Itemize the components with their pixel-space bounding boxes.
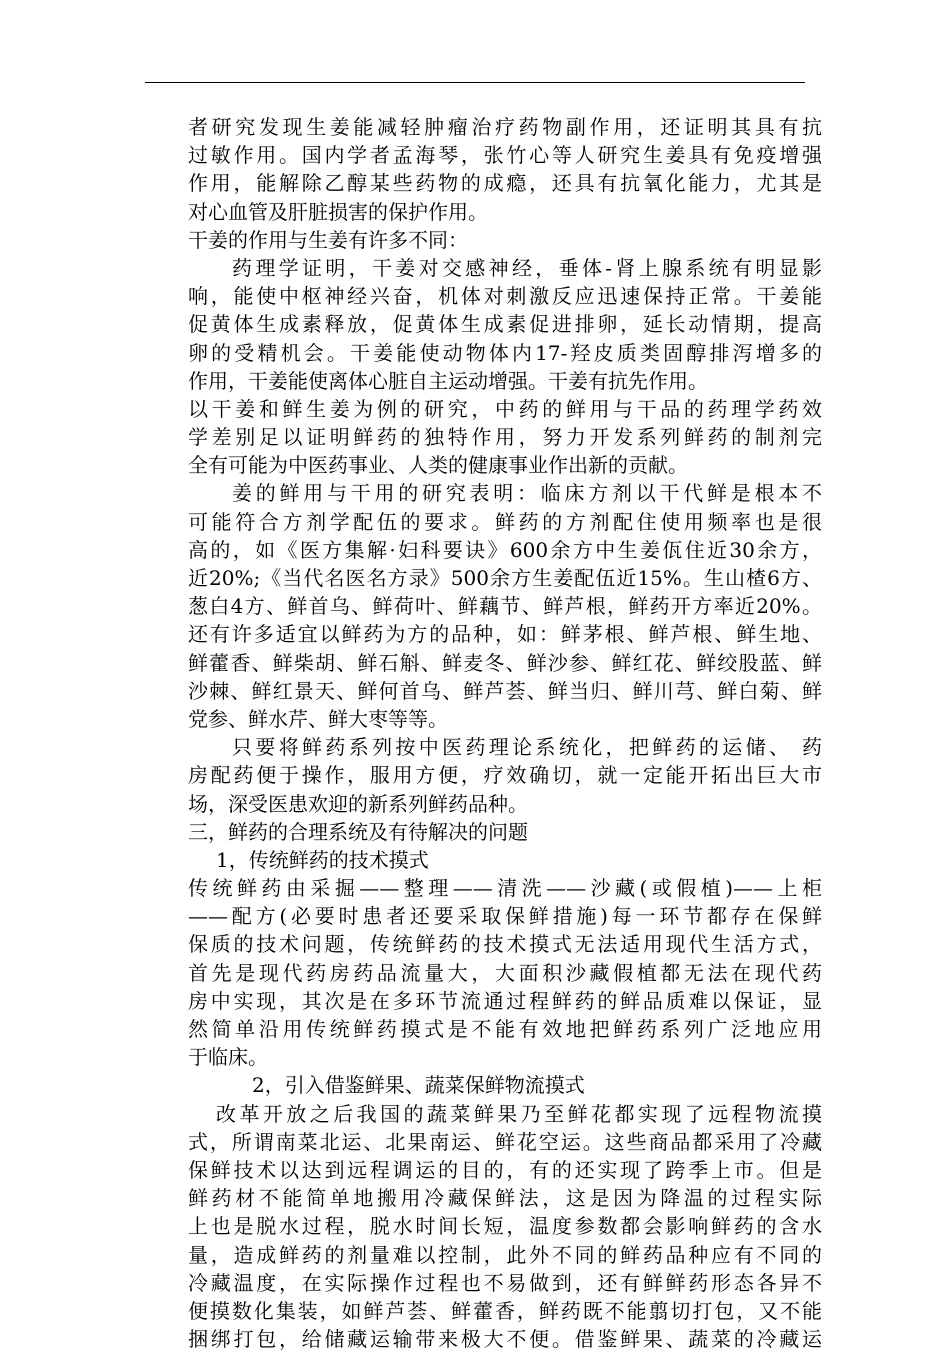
text-line: 全有可能为中医药事业、人类的健康事业作出新的贡献。 (188, 453, 688, 478)
text-line: 式，所谓南菜北运、北果南运、鲜花空运。这些商品都采用了冷藏 (188, 1129, 822, 1154)
text-line: 改革开放之后我国的蔬菜鲜果乃至鲜花都实现了远程物流摸 (216, 1101, 822, 1126)
text-line: 上也是脱水过程，脱水时间长短，温度参数都会影响鲜药的含水 (188, 1214, 822, 1239)
text-line: 鲜药材不能简单地搬用冷藏保鲜法，这是因为降温的过程实际 (188, 1186, 822, 1211)
paragraph (188, 395, 822, 480)
text-line: 者研究发现生姜能减轻肿瘤治疗药物副作用，还证明其具有抗 (188, 115, 822, 139)
subsection-heading (188, 1071, 822, 1099)
text-line: 还有许多适宜以鲜药为方的品种，如：鲜茅根、鲜芦根、鲜生地、 (188, 622, 822, 647)
text-line: 捆绑打包，给储藏运输带来极大不便。借鉴鲜果、蔬菜的冷藏运 (188, 1327, 822, 1352)
text-line: 葱白4方、鲜首乌、鲜荷叶、鲜藕节、鲜芦根，鲜药开方率近20%。 (188, 594, 822, 619)
paragraph (188, 1100, 822, 1353)
document-body (188, 113, 822, 1353)
text-line: 场，深受医患欢迎的新系列鲜药品种。 (188, 791, 528, 816)
paragraph (188, 733, 822, 818)
text-line: 2，引入借鉴鲜果、蔬菜保鲜物流摸式 (252, 1073, 585, 1098)
text-line: 房中实现，其次是在多环节流通过程鲜药的鲜品质难以保证，显 (188, 988, 822, 1013)
text-line: 房配药便于操作，服用方便，疗效确切，就一定能开拓出巨大市 (188, 763, 822, 788)
text-line: 冷藏温度，在实际操作过程也不易做到，还有鲜鲜药形态各异不 (188, 1270, 822, 1295)
header-rule (145, 82, 805, 83)
paragraph (188, 479, 822, 733)
subsection-heading (188, 846, 822, 874)
text-line: 只要将鲜药系列按中医药理论系统化，把鲜药的运储、 药 (232, 735, 822, 760)
text-line: 近20%;《当代名医名方录》500余方生姜配伍近15%。生山楂6方、 (188, 566, 822, 590)
text-line: 三，鲜药的合理系统及有待解决的问题 (188, 819, 528, 844)
text-line: 传统鲜药由采掘——整理——清洗——沙藏(或假植)——上柜 (188, 876, 822, 901)
text-line: 保鲜技术以达到远程调运的目的，有的还实现了跨季上市。但是 (188, 1157, 822, 1182)
text-line: 可能符合方剂学配伍的要求。鲜药的方剂配住使用频率也是很 (188, 509, 822, 534)
paragraph (188, 254, 822, 395)
text-line: 促黄体生成素释放，促黄体生成素促进排卵，延长动情期，提高 (188, 312, 822, 337)
text-line: 学差别足以证明鲜药的独特作用，努力开发系列鲜药的制剂完 (188, 425, 822, 450)
text-line: 便摸数化集装，如鲜芦荟、鲜藿香，鲜药既不能翦切打包，又不能 (188, 1298, 822, 1323)
text-line: 党参、鲜水芹、鲜大枣等等。 (188, 706, 448, 731)
text-line: 以干姜和鲜生姜为例的研究，中药的鲜用与干品的药理学药效 (188, 396, 822, 421)
text-line: 于临床。 (188, 1045, 268, 1070)
text-line: 鲜藿香、鲜柴胡、鲜石斛、鲜麦冬、鲜沙参、鲜红花、鲜绞股蓝、鲜 (188, 650, 822, 675)
text-line: 过敏作用。国内学者孟海琴，张竹心等人研究生姜具有免疫增强 (188, 143, 822, 168)
text-line: 对心血管及肝脏损害的保护作用。 (188, 199, 488, 224)
section-heading (188, 818, 822, 846)
text-line: 作用，能解除乙醇某些药物的成瘾，还具有抗氧化能力，尤其是 (188, 171, 822, 196)
text-line: 然简单沿用传统鲜药摸式是不能有效地把鲜药系列广泛地应用 (188, 1017, 822, 1041)
text-line: 药理学证明，干姜对交感神经，垂体-肾上腺系统有明显影 (232, 255, 822, 280)
paragraph (188, 113, 822, 226)
text-line: 1，传统鲜药的技术摸式 (216, 847, 429, 872)
text-line: 高的，如《医方集解·妇科要诀》600余方中生姜佤住近30余方， (188, 537, 822, 562)
paragraph (188, 226, 822, 254)
text-line: 作用，干姜能使离体心脏自主运动增强。干姜有抗先作用。 (188, 368, 708, 393)
paragraph (188, 874, 822, 1071)
text-line: 干姜的作用与生姜有许多不同： (188, 227, 468, 252)
text-line: 沙棘、鲜红景天、鲜何首乌、鲜芦荟、鲜当归、鲜川芎、鲜白菊、鲜 (188, 678, 822, 703)
text-line: 姜的鲜用与干用的研究表明：临床方剂以干代鲜是根本不 (232, 481, 822, 506)
text-line: ——配方(必要时患者还要采取保鲜措施)每一环节都存在保鲜 (188, 904, 822, 929)
text-line: 保质的技术问题，传统鲜药的技术摸式无法适用现代生活方式， (188, 932, 822, 957)
text-line: 响，能使中枢神经兴奋，机体对刺激反应迅速保持正常。干姜能 (188, 284, 822, 309)
text-line: 卵的受精机会。干姜能使动物体内17-羟皮质类固醇排泻增多的 (188, 340, 822, 365)
text-line: 量，造成鲜药的剂量难以控制，此外不同的鲜药品种应有不同的 (188, 1242, 822, 1267)
text-line: 首先是现代药房药品流量大，大面积沙藏假植都无法在现代药 (188, 960, 822, 985)
